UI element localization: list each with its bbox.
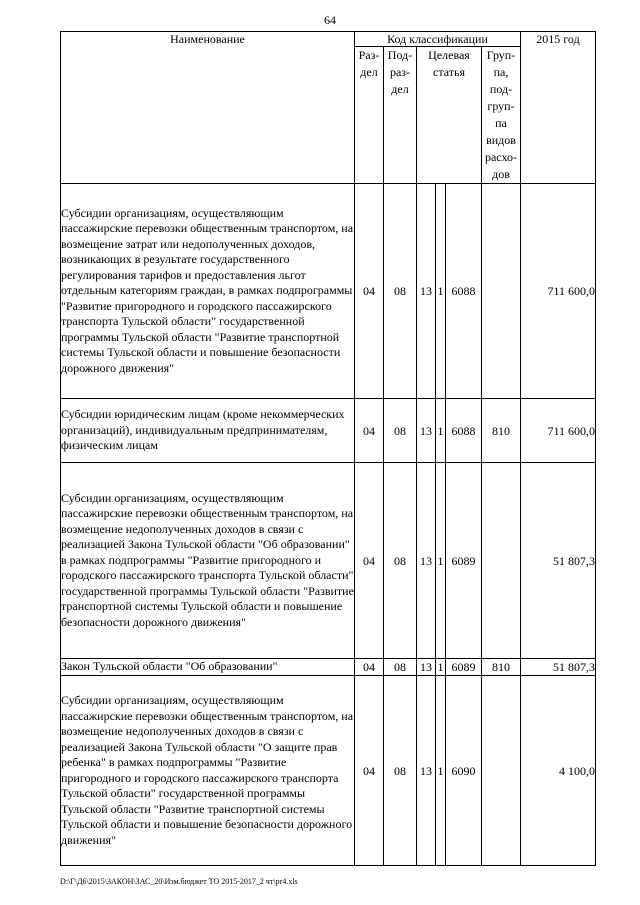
row-amount: 4 100,0 bbox=[521, 676, 596, 866]
row-target-2: 1 bbox=[436, 399, 446, 463]
row-target-1: 13 bbox=[417, 676, 436, 866]
header-subsection: Под- раз- дел bbox=[384, 47, 417, 184]
header-name: Наименование bbox=[61, 32, 355, 184]
row-name: Субсидии юридическим лицам (кроме некоммерческих организаций), индивидуальным предпринимателям, физическим лицам bbox=[61, 399, 355, 463]
row-name: Закон Тульской области "Об образовании" bbox=[61, 659, 355, 676]
row-amount: 711 600,0 bbox=[521, 184, 596, 399]
row-amount: 711 600,0 bbox=[521, 399, 596, 463]
header-year: 2015 год bbox=[521, 32, 596, 184]
row-target-1: 13 bbox=[417, 184, 436, 399]
row-subsection: 08 bbox=[384, 399, 417, 463]
row-target-3: 6090 bbox=[446, 676, 482, 866]
row-name: Субсидии организациям, осуществляющим пассажирские перевозки общественным транспортом, на возмещение недополученных доходов в связи с реализацией Закона Тульской области "Об образовании" в рамках подпрограммы "Развитие пригородного и городского пассажирского транспорта Тульской области" государственной программы Тульской области "Развитие транспортной системы Тульской области и повышение безопасности дорожного движения" bbox=[61, 463, 355, 659]
row-expense-group bbox=[482, 676, 521, 866]
row-section: 04 bbox=[355, 184, 384, 399]
row-target-3: 6089 bbox=[446, 463, 482, 659]
row-expense-group: 810 bbox=[482, 399, 521, 463]
row-section: 04 bbox=[355, 659, 384, 676]
header-section: Раз- дел bbox=[355, 47, 384, 184]
row-target-3: 6088 bbox=[446, 399, 482, 463]
header-classification: Код классификации bbox=[355, 32, 521, 47]
row-target-1: 13 bbox=[417, 659, 436, 676]
row-expense-group bbox=[482, 184, 521, 399]
row-target-3: 6088 bbox=[446, 184, 482, 399]
row-section: 04 bbox=[355, 676, 384, 866]
row-section: 04 bbox=[355, 463, 384, 659]
table-row bbox=[61, 463, 596, 659]
table-row bbox=[61, 659, 596, 676]
row-target-2: 1 bbox=[436, 184, 446, 399]
row-target-2: 1 bbox=[436, 676, 446, 866]
row-target-1: 13 bbox=[417, 463, 436, 659]
table-row bbox=[61, 676, 596, 866]
header-target-article: Целевая статья bbox=[417, 47, 482, 184]
row-target-1: 13 bbox=[417, 399, 436, 463]
row-subsection: 08 bbox=[384, 659, 417, 676]
row-amount: 51 807,3 bbox=[521, 463, 596, 659]
row-section: 04 bbox=[355, 399, 384, 463]
table-row bbox=[61, 184, 596, 399]
row-expense-group: 810 bbox=[482, 659, 521, 676]
row-expense-group bbox=[482, 463, 521, 659]
page-number: 64 bbox=[324, 13, 336, 27]
budget-table bbox=[60, 31, 596, 866]
row-name: Субсидии организациям, осуществляющим пассажирские перевозки общественным транспортом, на возмещение недополученных доходов в связи с реализацией Закона Тульской области "О защите прав ребенка" в рамках подпрограммы "Развитие пригородного и городского пассажирского транспорта Тульской области" государственной программы Тульской области "Развитие транспортной системы Тульской области и повышение безопасности дорожного движения" bbox=[61, 676, 355, 866]
header-expense-group: Груп- па, под- груп- па видов расхо- дов bbox=[482, 47, 521, 184]
row-name: Субсидии организациям, осуществляющим пассажирские перевозки общественным транспортом, на возмещение затрат или недополученных доходов, возникающих в результате государственного регулирования тарифов и предоставления льгот отдельным категориям граждан, в рамках подпрограммы "Развитие пригородного и городского пассажирского транспорта Тульской области" государственной программы Тульской области "Развитие транспортной системы Тульской области и повышение безопасности дорожного движения" bbox=[61, 184, 355, 399]
row-amount: 51 807,3 bbox=[521, 659, 596, 676]
row-subsection: 08 bbox=[384, 184, 417, 399]
table-row bbox=[61, 399, 596, 463]
row-subsection: 08 bbox=[384, 463, 417, 659]
row-target-2: 1 bbox=[437, 660, 444, 674]
file-path-footer: D:\Г\Д6\2015\ЗАКОН\ЗАС_20\Изм.бюджет ТО 2015-2017_2 чт\pr4.xls bbox=[60, 877, 298, 886]
row-target-2: 1 bbox=[436, 463, 446, 659]
row-target-3: 6089 bbox=[446, 659, 482, 676]
row-subsection: 08 bbox=[384, 676, 417, 866]
